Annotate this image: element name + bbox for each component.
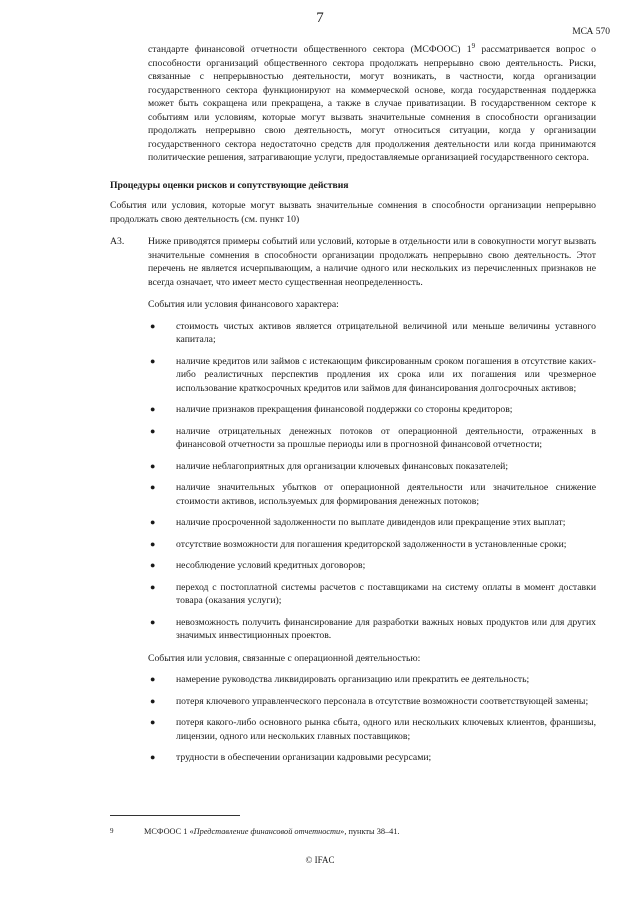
bullet-icon: ● (150, 355, 156, 366)
intro-paragraph (148, 43, 596, 165)
bullet-icon: ● (150, 460, 156, 471)
list-item (148, 695, 596, 709)
section-subtitle: События или условия, которые могут вызвать значительные сомнения в способности организации непрерывно продолжать свою деятельность (см. пункт 10) (110, 200, 596, 225)
copyright-notice: © IFAC (305, 855, 335, 865)
footnote-tail: », пункты 38–41. (340, 827, 400, 836)
bullet-icon: ● (150, 560, 156, 570)
list-item (148, 673, 596, 687)
list-item-text: невозможность получить финансирование для разработки важных новых продуктов или для других значимых инвестиционных проектов. (176, 616, 596, 641)
list-item-text: потеря ключевого управленческого персонала в отсутствие возможности соответствующей замены; (176, 695, 589, 707)
document-code: МСА 570 (572, 27, 610, 37)
footnote-reference[interactable]: 9 (471, 41, 476, 50)
list-item-text: переход с постоплатной системы расчетов с поставщиками на систему оплаты в момент доставки товара (оказания услуги); (176, 581, 596, 606)
list-item-text: стоимость чистых активов является отрицательной величиной или меньше величины уставного капитала; (176, 320, 596, 345)
list-item-text: отсутствие возможности для погашения кредиторской задолженности в установленные сроки; (176, 538, 567, 550)
paragraph-a3 (110, 235, 596, 289)
list-item (148, 355, 596, 396)
footnote-divider (110, 815, 240, 816)
section-heading: Процедуры оценки рисков и сопутствующие действия (110, 179, 349, 191)
list-item (148, 581, 596, 608)
list-item (148, 403, 596, 417)
list-item-text: наличие отрицательных денежных потоков от операционной деятельности, отраженных в финансовой отчетности за прошлые периоды или в прогнозной финансовой отчетности; (176, 425, 596, 450)
list-item-text: несоблюдение условий кредитных договоров; (176, 560, 366, 571)
main-text (110, 43, 596, 765)
list-item (148, 425, 596, 452)
financial-conditions-list (148, 320, 596, 643)
footnote-text: МСФООС 1 « (144, 827, 194, 836)
footnote (110, 826, 596, 837)
bullet-icon: ● (150, 717, 156, 727)
list-item-text: наличие признаков прекращения финансовой поддержки со стороны кредиторов; (176, 404, 513, 415)
bullet-icon: ● (150, 581, 156, 592)
paragraph-label: A3. (110, 236, 125, 247)
bullet-icon: ● (150, 404, 156, 414)
list-item-text: наличие кредитов или займов с истекающим фиксированным сроком погашения в отсутствие каких-либо реалистичных перспектив продления их срока или их погашения или чрезмерное использование краткосрочных кредитов или займов для финансирования долгосрочных активов; (176, 355, 596, 394)
list-item (148, 538, 596, 552)
list-item (148, 320, 596, 347)
list-item (148, 716, 596, 743)
list-item-text: трудности в обеспечении организации кадровыми ресурсами; (176, 752, 432, 763)
list-item-text: наличие просроченной задолженности по выплате дивидендов или прекращение этих выплат; (176, 517, 566, 528)
list-item (148, 481, 596, 508)
footnote-marker: 9 (110, 827, 114, 835)
bullet-icon: ● (150, 538, 156, 549)
bullet-icon: ● (150, 517, 156, 527)
bullet-icon: ● (150, 674, 156, 684)
list-item-text: наличие значительных убытков от операционной деятельности или значительное снижение стоимости активов, используемых для формирования денежных потоков; (176, 482, 596, 507)
list-item (148, 559, 596, 573)
list-item-text: намерение руководства ликвидировать организацию или прекратить ее деятельность; (176, 674, 530, 685)
list-item (148, 460, 596, 474)
intro-text-part1: стандарте финансовой отчетности общественного сектора (МСФООС) 1 (148, 44, 472, 55)
page-number: 7 (316, 10, 324, 26)
operational-conditions-list (148, 673, 596, 765)
bullet-icon: ● (150, 695, 156, 706)
financial-conditions-heading: События или условия финансового характера: (148, 299, 339, 310)
footnote-source-title: Представление финансовой отчетности (193, 827, 341, 836)
operational-conditions-heading: События или условия, связанные с операционной деятельностью: (148, 652, 421, 664)
bullet-icon: ● (150, 320, 156, 331)
bullet-icon: ● (150, 425, 156, 436)
list-item (148, 616, 596, 643)
list-item-text: наличие неблагоприятных для организации ключевых финансовых показателей; (176, 460, 509, 472)
list-item (148, 751, 596, 765)
list-item-text: потеря какого-либо основного рынка сбыта, одного или нескольких ключевых клиентов, франшизы, лицензии, одного или нескольких главных поставщиков; (176, 717, 596, 742)
paragraph-a3-text: Ниже приводятся примеры событий или условий, которые в отдельности или в совокупности могут вызвать значительные сомнения в способности организации продолжать непрерывно свою деятельность. Этот перечень не является исчерпывающим, а наличие одного или нескольких из перечисленных признаков не всегда означает, что имеет место существенная неопределенность. (148, 236, 596, 288)
list-item (148, 516, 596, 530)
intro-text-part2: рассматривается вопрос о способности организаций общественного сектора продолжать непрерывно свою деятельность. Риски, связанные с непрерывностью деятельности, могут возникать, в частности, когда организации государственного сектора функционируют на коммерческой основе, когда государственная поддержка может быть сокращена или прекращена, а также в случае приватизации. В государственном секторе к событиям или условиям, которые могут вызвать значительные сомнения в способности организации продолжать непрерывно свою деятельность, могут относиться ситуации, когда у организации государственного сектора недостаточно средств для продолжения деятельности или когда принимаются политические решения, затрагивающие услуги, предоставляемые организацией государственного сектора. (148, 44, 596, 163)
bullet-icon: ● (150, 752, 156, 762)
bullet-icon: ● (150, 616, 156, 627)
bullet-icon: ● (150, 482, 156, 492)
